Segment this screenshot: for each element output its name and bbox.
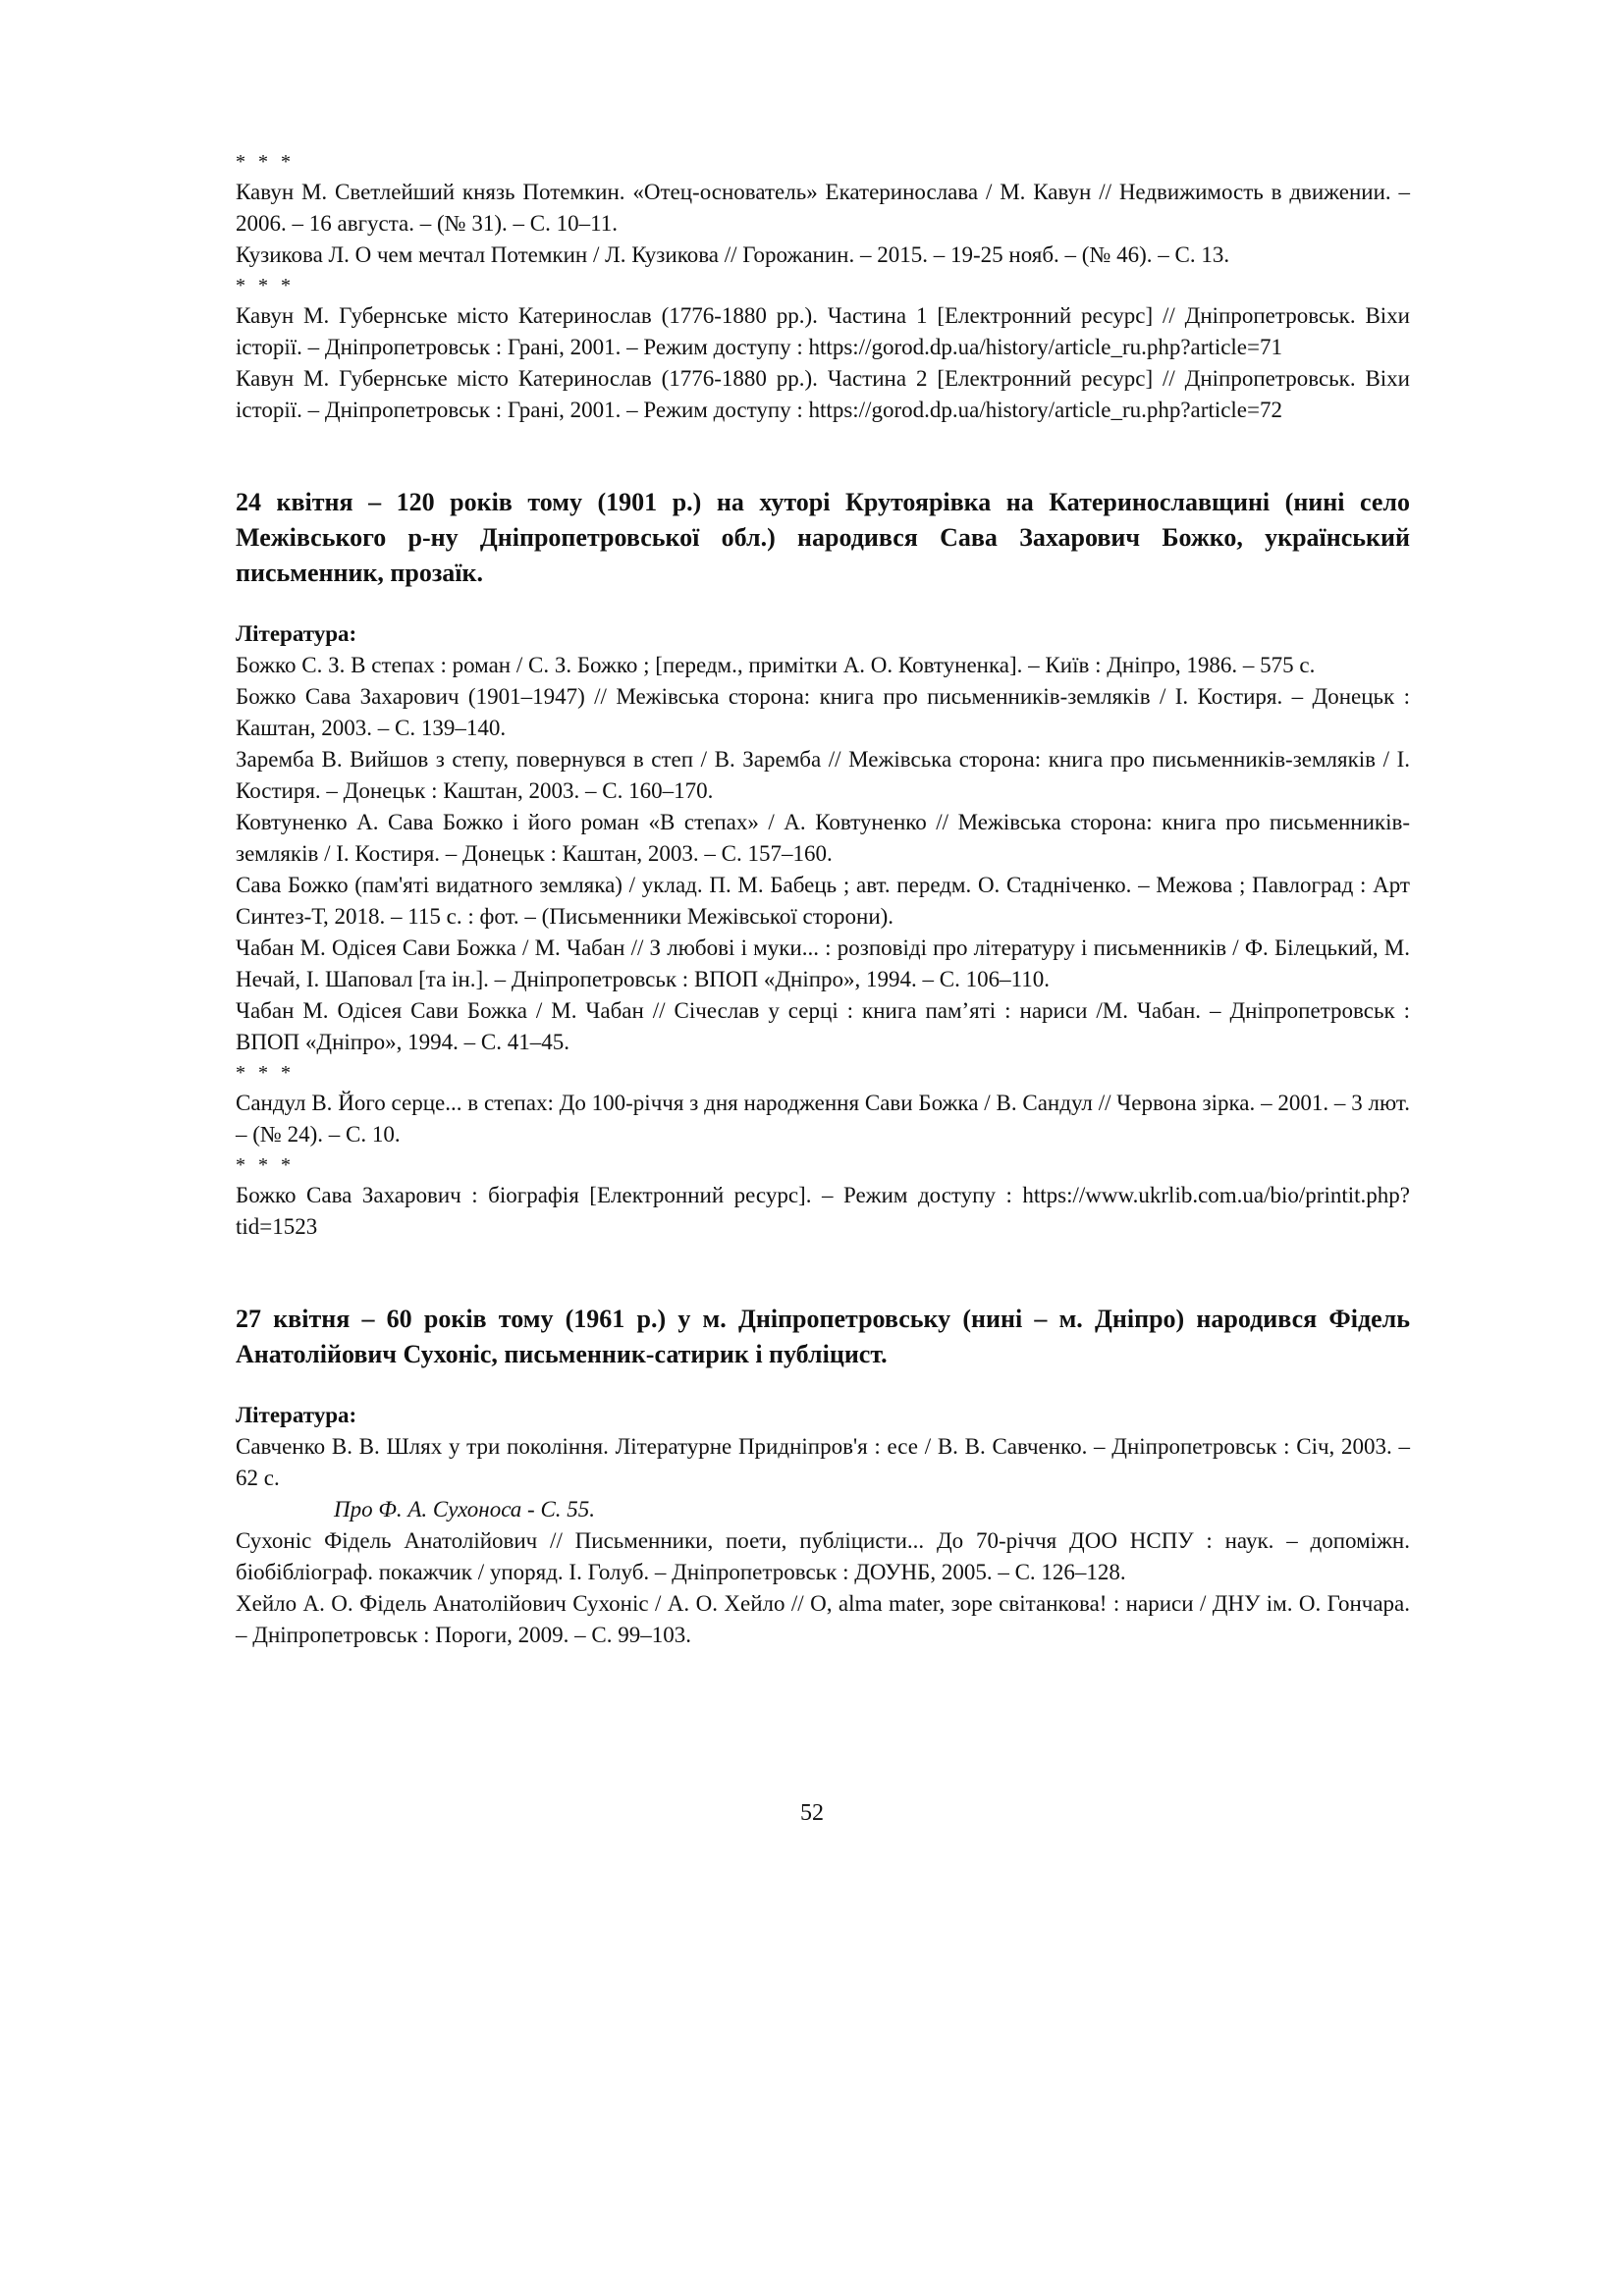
section-heading: 24 квітня – 120 років тому (1901 р.) на хуторі Крутоярівка на Катеринославщині (нині село Межівського р-ну Дніпропетровської обл.) народився Сава Захарович Божко, український письменник, прозаїк. bbox=[236, 488, 1410, 587]
page-number: 52 bbox=[800, 1800, 824, 1826]
bibliography-entry: Кузикова Л. О чем мечтал Потемкин / Л. Кузикова // Горожанин. – 2015. – 19-25 нояб. – (№ 46). – С. 13. bbox=[236, 242, 1230, 267]
bibliography-entry: Хейло А. О. Фідель Анатолійович Сухоніс / А. О. Хейло // О, alma mater, зоре світанкова! : нариси / ДНУ ім. О. Гончара. – Дніпропетровськ : Пороги, 2009. – С. 99–103. bbox=[236, 1591, 1410, 1647]
bibliography-entry: Кавун М. Губернське місто Катеринослав (1776-1880 рр.). Частина 1 [Електронний ресурс] // Дніпропетровськ. Віхи історії. – Дніпропетровськ : Грані, 2001. – Режим доступу : https://gorod.dp.ua/history/article_ru.php?article=71 bbox=[236, 303, 1410, 359]
bibliography-entry: Сандул В. Його серце... в степах: До 100-річчя з дня народження Сави Божка / В. Сандул // Червона зірка. – 2001. – 3 лют. – (№ 24). – С. 10. bbox=[236, 1091, 1410, 1147]
section-sukhonis bbox=[236, 1302, 1410, 1651]
bibliography-entry: Сава Божко (пам'яті видатного земляка) / уклад. П. М. Бабець ; авт. передм. О. Стадніченко. – Межова ; Павлоград : Арт Синтез-Т, 2018. – 115 с. : фот. – (Письменники Межівської сторони). bbox=[236, 873, 1410, 929]
bibliography-entry: Заремба В. Вийшов з степу, повернувся в степ / В. Заремба // Межівська сторона: книга про письменників-земляків / І. Костиря. – Донецьк : Каштан, 2003. – С. 160–170. bbox=[236, 747, 1410, 803]
bibliography-entry: Ковтуненко А. Сава Божко і його роман «В степах» / А. Ковтуненко // Межівська сторона: книга про письменників-земляків / І. Костиря. – Донецьк : Каштан, 2003. – С. 157–160. bbox=[236, 810, 1410, 866]
bibliography-entry: Кавун М. Светлейший князь Потемкин. «Отец-основатель» Екатеринослава / М. Кавун // Недвижимость в движении. – 2006. – 16 августа. – (№ 31). – С. 10–11. bbox=[236, 180, 1410, 236]
entry-note: Про Ф. А. Сухоноса - С. 55. bbox=[334, 1497, 596, 1522]
separator-stars: * * * bbox=[236, 1154, 295, 1176]
section-bozhko bbox=[236, 485, 1410, 1243]
bibliography-entry: Чабан М. Одісея Сави Божка / М. Чабан // З любові і муки... : розповіді про літературу і письменників / Ф. Білецький, М. Нечай, І. Шаповал [та ін.]. – Дніпропетровськ : ВПОП «Дніпро», 1994. – С. 106–110. bbox=[236, 935, 1410, 991]
separator-stars: * * * bbox=[236, 151, 295, 173]
bibliography-entry: Кавун М. Губернське місто Катеринослав (1776-1880 рр.). Частина 2 [Електронний ресурс] // Дніпропетровськ. Віхи історії. – Дніпропетровськ : Грані, 2001. – Режим доступу : https://gorod.dp.ua/history/article_ru.php?article=72 bbox=[236, 366, 1410, 422]
literature-label: Література: bbox=[236, 621, 357, 646]
bibliography-entry: Чабан М. Одісея Сави Божка / М. Чабан // Січеслав у серці : книга пам’яті : нариси /М. Чабан. – Дніпропетровськ : ВПОП «Дніпро», 1994. – С. 41–45. bbox=[236, 998, 1410, 1054]
bibliography-entry: Божко Сава Захарович (1901–1947) // Межівська сторона: книга про письменників-земляків / І. Костиря. – Донецьк : Каштан, 2003. – С. 139–140. bbox=[236, 684, 1410, 740]
section-heading: 27 квітня – 60 років тому (1961 р.) у м. Дніпропетровську (нині – м. Дніпро) народився Фідель Анатолійович Сухоніс, письменник-сатирик і публіцист. bbox=[236, 1305, 1410, 1368]
literature-label: Література: bbox=[236, 1403, 357, 1427]
bibliography-entry: Божко С. З. В степах : роман / С. З. Божко ; [передм., примітки А. О. Ковтуненка]. – Київ : Дніпро, 1986. – 575 с. bbox=[236, 653, 1316, 677]
section-continuation bbox=[236, 147, 1410, 426]
bibliography-entry: Сухоніс Фідель Анатолійович // Письменники, поети, публіцисти... До 70-річчя ДОО НСПУ : наук. – допоміжн. біобібліограф. покажчик / упоряд. І. Голуб. – Дніпропетровськ : ДОУНБ, 2005. – С. 126–128. bbox=[236, 1528, 1410, 1584]
document-page bbox=[236, 147, 1410, 1651]
separator-stars: * * * bbox=[236, 1062, 295, 1084]
separator-stars: * * * bbox=[236, 275, 295, 296]
bibliography-entry: Божко Сава Захарович : біографія [Електронний ресурс]. – Режим доступу : https://www.ukrlib.com.ua/bio/printit.php?tid=1523 bbox=[236, 1183, 1410, 1239]
bibliography-entry: Савченко В. В. Шлях у три покоління. Літературне Придніпров'я : есе / В. В. Савченко. – Дніпропетровськ : Січ, 2003. – 62 с. bbox=[236, 1434, 1410, 1490]
